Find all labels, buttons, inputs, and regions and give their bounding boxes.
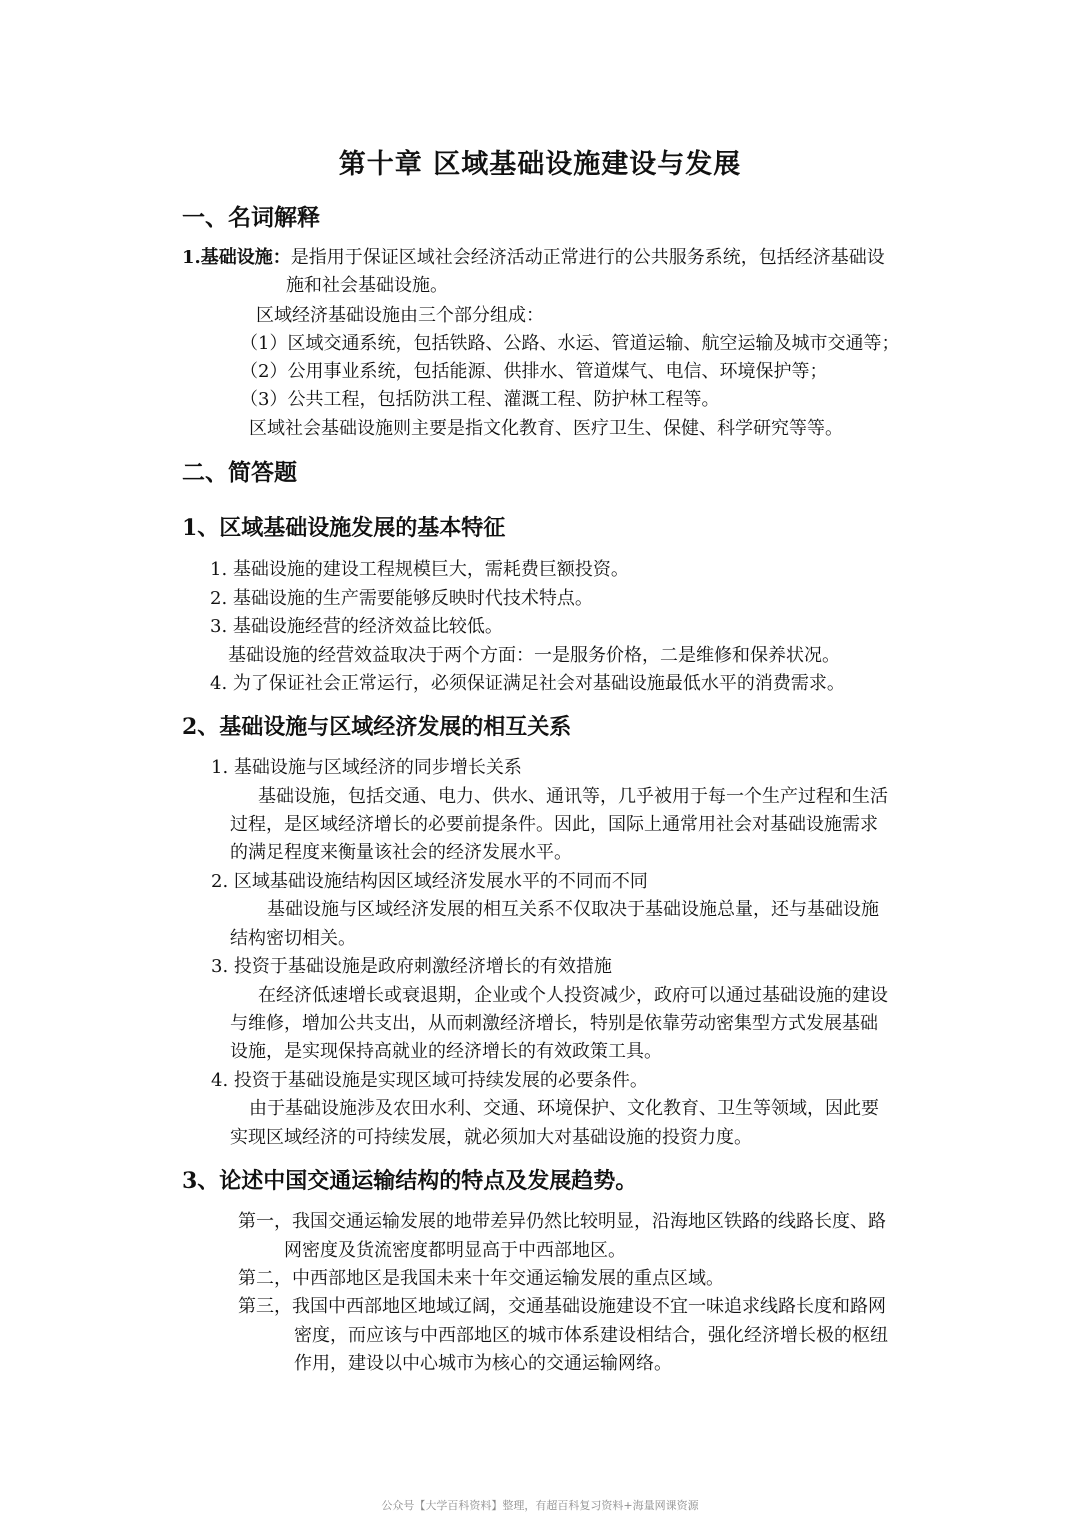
- paragraph-line: 基础设施与区域经济发展的相互关系不仅取决于基础设施总量，还与基础设施: [267, 899, 879, 920]
- question-heading-1: 1、区域基础设施发展的基本特征: [182, 515, 506, 541]
- paragraph-line: 网密度及货流密度都明显高于中西部地区。: [284, 1240, 626, 1261]
- paragraph-line: 过程，是区域经济增长的必要前提条件。因此，国际上通常用社会对基础设施需求: [230, 814, 878, 835]
- section-heading-short-answer: 二、简答题: [182, 459, 297, 486]
- term-label: 1.基础设施：: [182, 247, 291, 268]
- paragraph-line: 实现区域经济的可持续发展，就必须加大对基础设施的投资力度。: [230, 1127, 752, 1148]
- page-title: 第十章 区域基础设施建设与发展: [338, 149, 742, 180]
- paragraph-line: 作用，建设以中心城市为核心的交通运输网络。: [294, 1353, 672, 1374]
- paragraph-line: 与维修，增加公共支出，从而刺激经济增长，特别是依靠劳动密集型方式发展基础: [230, 1013, 878, 1034]
- list-item: 1. 基础设施的建设工程规模巨大，需耗费巨额投资。: [210, 559, 629, 580]
- subpoint-title: 2. 区域基础设施结构因区域经济发展水平的不同而不同: [211, 871, 648, 892]
- paragraph-line: 结构密切相关。: [230, 928, 356, 949]
- list-item: 3. 基础设施经营的经济效益比较低。: [210, 616, 503, 637]
- term-definition-text: 是指用于保证区域社会经济活动正常进行的公共服务系统，包括经济基础设: [290, 247, 885, 268]
- list-item: （2）公用事业系统，包括能源、供排水、管道煤气、电信、环境保护等；: [240, 361, 828, 382]
- paragraph-line: 的满足程度来衡量该社会的经济发展水平。: [230, 842, 572, 863]
- term-definition-line2: 施和社会基础设施。: [286, 275, 448, 296]
- footer-watermark: 公众号【大学百科资料】整理，有超百科复习资料+海量网课资源: [381, 1499, 699, 1512]
- subpoint-title: 3. 投资于基础设施是政府刺激经济增长的有效措施: [211, 956, 612, 977]
- paragraph-line: 第三，我国中西部地区地域辽阔，交通基础设施建设不宜一味追求线路长度和路网: [238, 1296, 886, 1317]
- paragraph-line: 在经济低速增长或衰退期，企业或个人投资减少，政府可以通过基础设施的建设: [258, 985, 888, 1006]
- section-heading-terms: 一、名词解释: [182, 204, 320, 231]
- term-definition-line1: [182, 244, 885, 272]
- paragraph-line: 第二，中西部地区是我国未来十年交通运输发展的重点区域。: [238, 1268, 724, 1289]
- list-item: 基础设施的经营效益取决于两个方面：一是服务价格，二是维修和保养状况。: [228, 645, 840, 666]
- subpoint-title: 4. 投资于基础设施是实现区域可持续发展的必要条件。: [211, 1070, 648, 1091]
- social-infrastructure-text: 区域社会基础设施则主要是指文化教育、医疗卫生、保健、科学研究等等。: [249, 418, 843, 439]
- composition-intro: 区域经济基础设施由三个部分组成：: [256, 305, 544, 326]
- list-item: （3）公共工程，包括防洪工程、灌溉工程、防护林工程等。: [240, 389, 720, 410]
- list-item: 2. 基础设施的生产需要能够反映时代技术特点。: [210, 588, 593, 609]
- paragraph-line: 基础设施，包括交通、电力、供水、通讯等，几乎被用于每一个生产过程和生活: [258, 786, 888, 807]
- list-item: 4. 为了保证社会正常运行，必须保证满足社会对基础设施最低水平的消费需求。: [210, 673, 845, 694]
- question-heading-3: 3、论述中国交通运输结构的特点及发展趋势。: [182, 1168, 638, 1194]
- paragraph-line: 第一，我国交通运输发展的地带差异仍然比较明显，沿海地区铁路的线路长度、路: [238, 1211, 886, 1232]
- paragraph-line: 设施，是实现保持高就业的经济增长的有效政策工具。: [230, 1041, 662, 1062]
- paragraph-line: 由于基础设施涉及农田水利、交通、环境保护、文化教育、卫生等领域，因此要: [249, 1098, 879, 1119]
- question-heading-2: 2、基础设施与区域经济发展的相互关系: [182, 714, 572, 740]
- list-item: （1）区域交通系统，包括铁路、公路、水运、管道运输、航空运输及城市交通等；: [240, 333, 900, 354]
- subpoint-title: 1. 基础设施与区域经济的同步增长关系: [211, 757, 522, 778]
- paragraph-line: 密度，而应该与中西部地区的城市体系建设相结合，强化经济增长极的枢纽: [294, 1325, 888, 1346]
